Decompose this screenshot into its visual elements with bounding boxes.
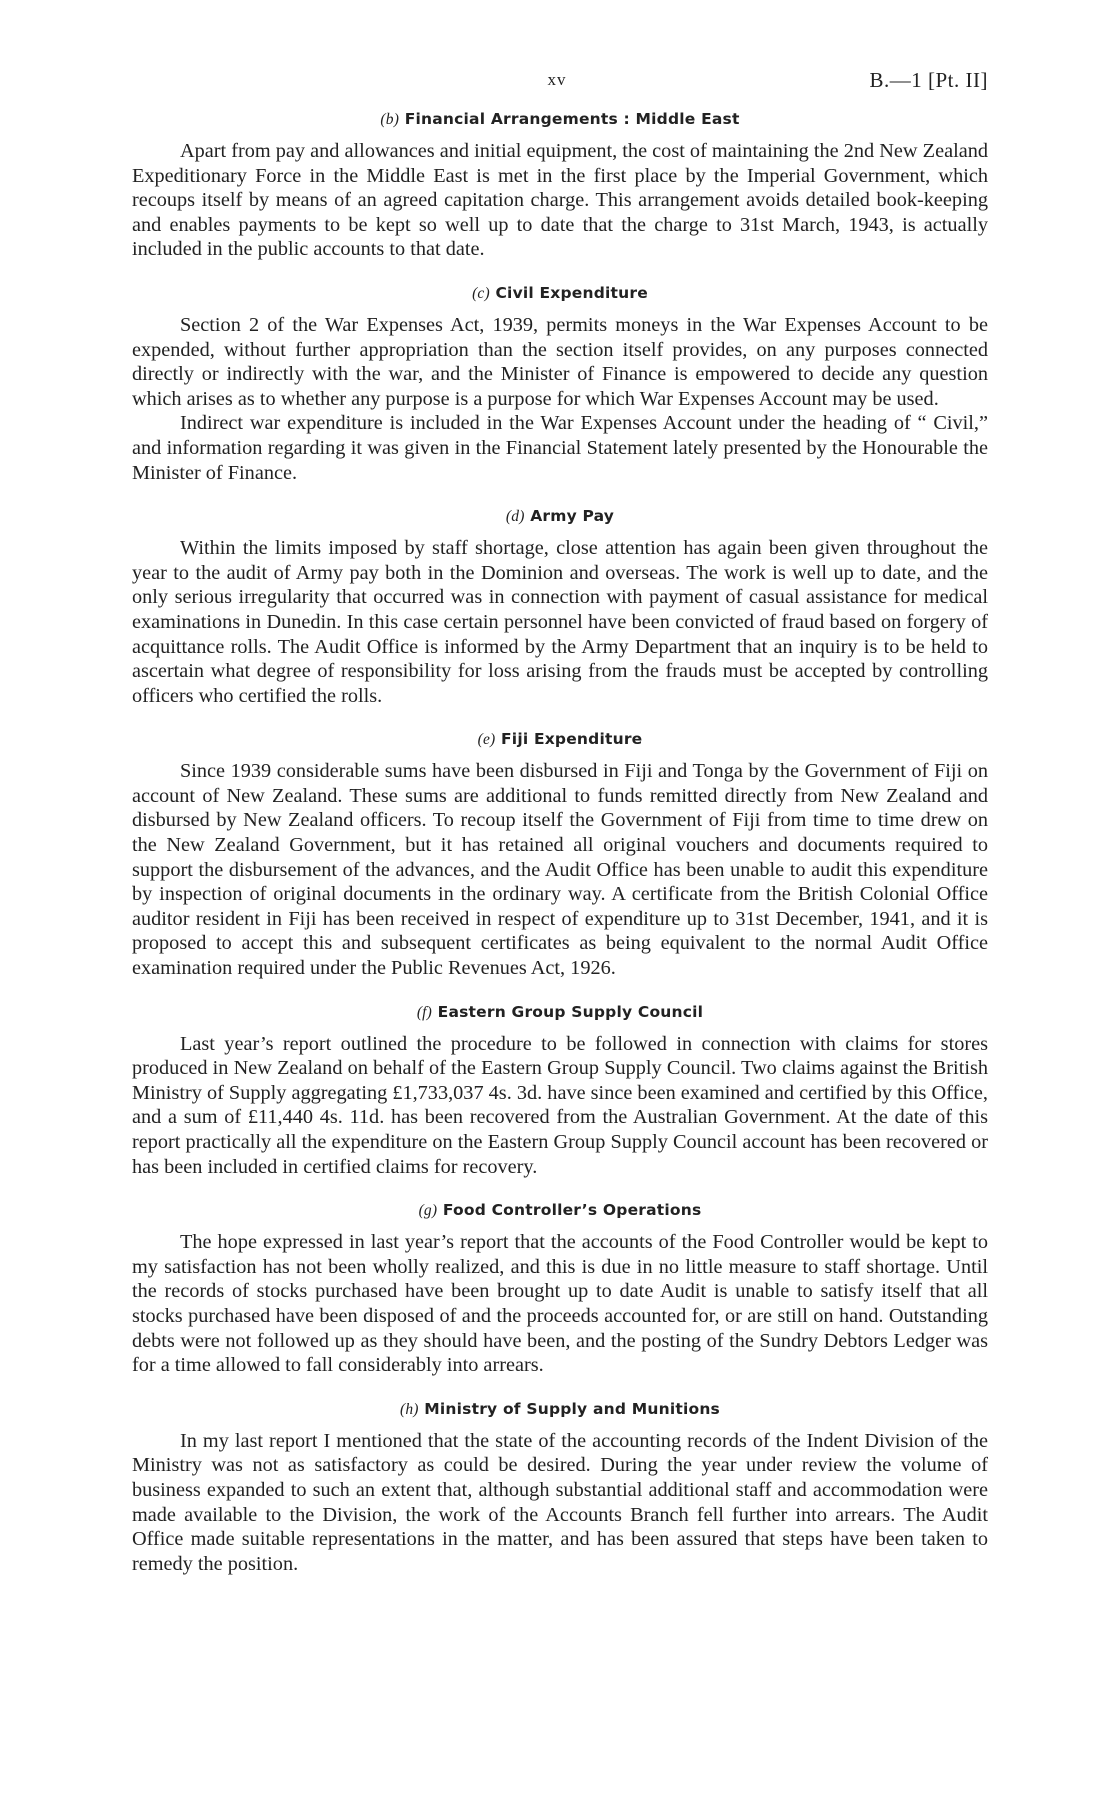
page-number: xv [547,70,567,89]
section-title: Eastern Group Supply Council [437,1002,704,1021]
paragraph: The hope expressed in last year’s report that the accounts of the Food Controller would be kept to my satisfaction has not been wholly realized, and this is due in no little measure to staff shortage. Until the records of stocks purchased have been brought up to date Audit is unable to satisfy itself that all stocks purchased have been disposed of and the proceeds accounted for, or are still on hand. Outstanding debts were not followed up as they should have been, and the posting of the Sundry Debtors Ledger was for a time allowed to fall considerably into arrears. [132,1231,988,1377]
paragraph: Last year’s report outlined the procedure to be followed in connection with claims for stores produced in New Zealand on behalf of the Eastern Group Supply Council. Two claims against the British Ministry of Supply aggregating £1,733,037 4s. 3d. have since been examined and certified by this Office, and a sum of £11,440 4s. 11d. has been recovered from the Australian Government. At the date of this report practically all the expenditure on the Eastern Group Supply Council account has been recovered or has been included in certified claims for recovery. [132,1032,988,1178]
document-reference: B.—1 [Pt. II] [869,68,988,92]
report-body [132,104,988,1576]
section-title: Ministry of Supply and Munitions [424,1399,720,1418]
section-letter: (c) [472,284,490,302]
section-title: Civil Expenditure [495,283,648,302]
paragraph: In my last report I mentioned that the state of the accounting records of the Indent Division of the Ministry was not as satisfactory as could be desired. During the year under review the volume of business expanded to such an extent that, although substantial additional staff and accommodation were made available to the Division, the work of the Accounts Branch fell further into arrears. The Audit Office made suitable representations in the matter, and has been assured that steps have been taken to remedy the position. [132,1429,988,1575]
section-title: Fiji Expenditure [501,730,643,749]
section-letter: (b) [380,111,400,128]
section-title: Food Controller’s Operations [442,1201,702,1220]
paragraph: Indirect war expenditure is included in the War Expenses Account under the heading of “ Civil,” and information regarding it was given in the Financial Statement lately presented by the Honourable the Minister of Finance. [132,412,988,484]
section-letter: (d) [505,508,525,526]
section-letter: (e) [477,731,496,749]
section-heading-fiji-expenditure [132,730,988,749]
section-title: Army Pay [530,507,615,526]
section-heading-financial-arrangements [132,110,988,129]
paragraph: Within the limits imposed by staff shortage, close attention has again been given throughout the year to the audit of Army pay both in the Dominion and overseas. The work is well up to date, and the only serious irregularity that occurred was in connection with payment of casual assistance for medical examinations in Dunedin. In this case certain personnel have been convicted of fraud based on forgery of acquittance rolls. The Audit Office is informed by the Army Department that an inquiry is to be held to ascertain what degree of responsibility for loss arising from the frauds must be accepted by controlling officers who certified the rolls. [132,537,988,707]
section-heading-army-pay [132,507,988,526]
running-header [0,62,1114,92]
section-letter: (f) [416,1003,433,1021]
section-heading-eastern-group-supply-council [132,1003,988,1022]
section-heading-civil-expenditure [132,284,988,303]
section-title: Financial Arrangements : Middle East [404,110,740,128]
paragraph: Section 2 of the War Expenses Act, 1939, permits moneys in the War Expenses Account to be expended, without further appropriation than the section itself provides, on any purposes connected directly or indirectly with the war, and the Minister of Finance is empowered to decide any question which arises as to whether any purpose is a purpose for which War Expenses Account may be used. [132,313,988,410]
section-letter: (h) [400,1400,419,1418]
paragraph: Apart from pay and allowances and initial equipment, the cost of maintaining the 2nd New Zealand Expeditionary Force in the Middle East is met in the first place by the Imperial Government, which recoups itself by means of an agreed capitation charge. This arrangement avoids detailed book-keeping and enables payments to be kept so well up to date that the charge to 31st March, 1943, is actually included in the public accounts to that date. [132,140,988,261]
section-letter: (g) [418,1202,438,1220]
section-heading-ministry-of-supply [132,1400,988,1419]
paragraph: Since 1939 considerable sums have been disbursed in Fiji and Tonga by the Government of Fiji on account of New Zealand. These sums are additional to funds remitted directly from New Zealand and disbursed by New Zealand officers. To recoup itself the Government of Fiji from time to time drew on the New Zealand Government, but it has retained all original vouchers and documents required to support the disbursement of the advances, and the Audit Office has been unable to audit this expenditure by inspection of original documents in the ordinary way. A certificate from the British Colonial Office auditor resident in Fiji has been received in respect of expenditure up to 31st December, 1941, and it is proposed to accept this and subsequent certificates as being equivalent to the normal Audit Office examination required under the Public Revenues Act, 1926. [132,760,988,980]
section-heading-food-controller [132,1201,988,1220]
